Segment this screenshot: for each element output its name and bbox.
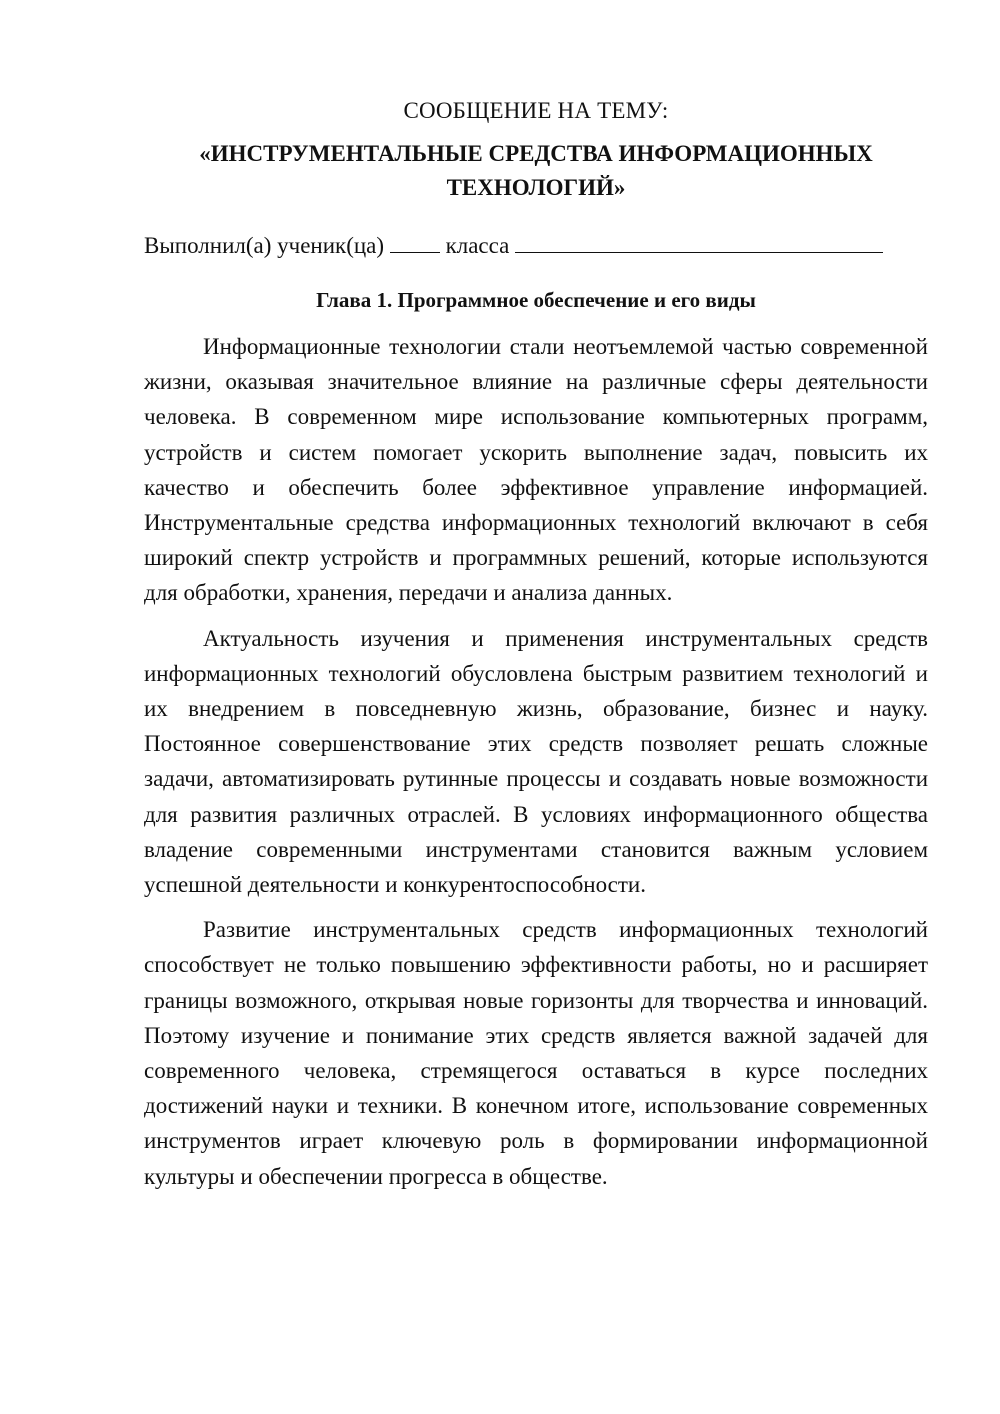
performer-label: Выполнил(а) ученик(ца)	[144, 233, 385, 258]
name-blank	[515, 230, 883, 253]
chapter-title: Глава 1. Программное обеспечение и его виды	[316, 288, 756, 312]
document-title: «ИНСТРУМЕНТАЛЬНЫЕ СРЕДСТВА ИНФОРМАЦИОННЫХ ТЕХНОЛОГИЙ»	[199, 141, 873, 200]
grade-blank	[390, 230, 440, 253]
class-label: класса	[445, 233, 510, 258]
performer-line	[144, 229, 928, 263]
document-heading: СООБЩЕНИЕ НА ТЕМУ:	[403, 98, 669, 123]
body-paragraph: Информационные технологии стали неотъемлемой частью современной жизни, оказывая значительное влияние на различные сферы деятельности человека. В современном мире использование компьютерных программ, устройств и систем помогает ускорить выполнение задач, повысить их качество и обеспечить более эффективное управление информацией. Инструментальные средства информационных технологий включают в себя широкий спектр устройств и программных решений, которые используются для обработки, хранения, передачи и анализа данных.	[144, 334, 928, 606]
body-paragraph: Актуальность изучения и применения инструментальных средств информационных технологий обусловлена быстрым развитием технологий и их внедрением в повседневную жизнь, образование, бизнес и науку. Постоянное совершенствование этих средств позволяет решать сложные задачи, автоматизировать рутинные процессы и создавать новые возможности для развития различных отраслей. В условиях информационного общества владение современными инструментами становится важным условием успешной деятельности и конкурентоспособности.	[144, 625, 928, 898]
document-content	[144, 94, 928, 1194]
body-paragraph: Развитие инструментальных средств информационных технологий способствует не только повышению эффективности работы, но и расширяет границы возможного, открывая новые горизонты для творчества и инноваций. Поэтому изучение и понимание этих средств является важной задачей для современного человека, стремящегося оставаться в курсе последних достижений науки и техники. В конечном итоге, использование современных инструментов играет ключевую роль в формировании информационной культуры и обеспечении прогресса в обществе.	[144, 917, 928, 1189]
